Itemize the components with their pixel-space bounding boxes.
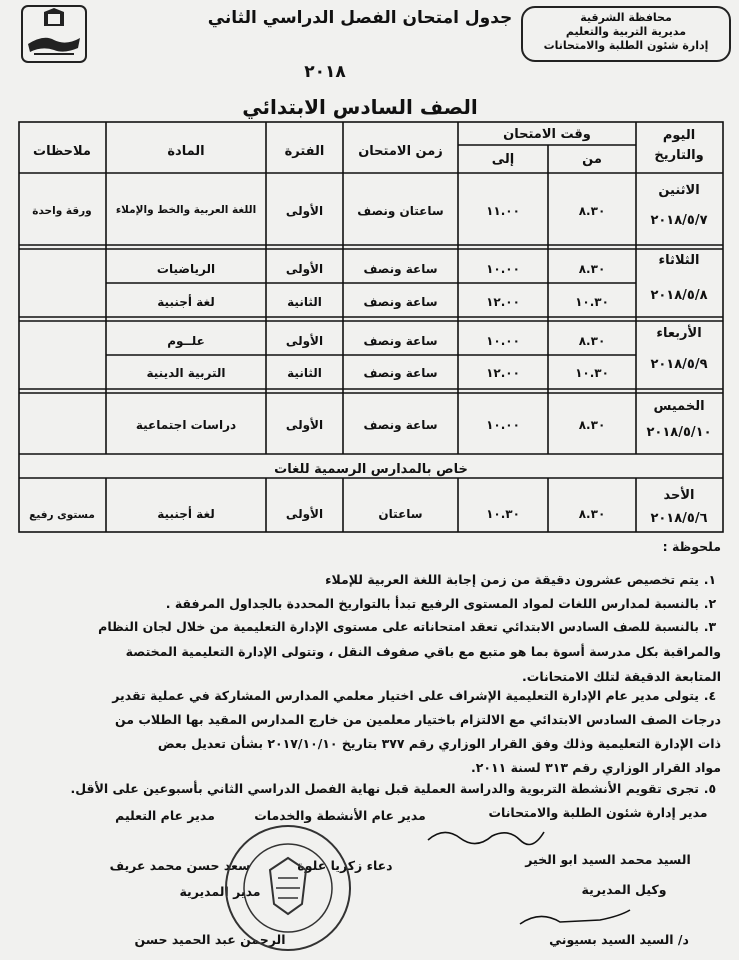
day-name: الاثنين <box>658 183 700 198</box>
note-line: المتابعة الدقيقة لتلك الامتحانات. <box>522 669 721 684</box>
day-date: ٢٠١٨/٥/١٠ <box>646 425 712 440</box>
session-from: ٨.٣٠ <box>578 262 606 276</box>
session-to: ١٠.٣٠ <box>486 507 520 521</box>
day-name: الأحد <box>663 488 695 503</box>
activities-director-name: دعاء زكريا علوة <box>297 858 393 873</box>
note-number: ٢. <box>703 596 717 611</box>
note-item-1 <box>16 570 721 589</box>
header-period: الفترة <box>284 144 325 159</box>
day-name: الخميس <box>653 399 705 414</box>
header-duration: زمن الامتحان <box>358 144 443 159</box>
session-from: ٨.٣٠ <box>578 334 606 348</box>
note-item-4 <box>16 686 721 777</box>
directorate-label: مديرية التربية والتعليم <box>565 25 687 38</box>
activities-director-title: مدير عام الأنشطة والخدمات <box>254 808 426 823</box>
session-note: مستوى رفيع <box>29 509 95 521</box>
note-line: بالنسبة للصف السادس الابتدائي تعقد امتحاناته على مستوى الإدارة التعليمية من خلال لجان النظام <box>98 619 699 634</box>
session-duration: ساعتان <box>378 507 423 521</box>
exams-director-name: السيد محمد السيد ابو الخير <box>525 852 691 867</box>
note-number: ١. <box>703 572 717 587</box>
note-number: ٤. <box>703 688 717 703</box>
session-from: ٨.٣٠ <box>578 507 606 521</box>
grade-title: الصف السادس الابتدائي <box>242 95 478 119</box>
directorate-head-title: مدير المديرية <box>179 884 261 899</box>
session-period: الأولى <box>285 262 324 276</box>
official-seal-icon <box>218 818 358 958</box>
session-to: ١٢.٠٠ <box>486 295 520 309</box>
header-to: إلى <box>491 152 515 167</box>
authority-header-box <box>521 6 731 62</box>
header-subject: المادة <box>167 144 205 159</box>
session-subject: الرياضيات <box>156 262 216 276</box>
session-to: ١٠.٠٠ <box>486 334 520 348</box>
note-line: ذات الإدارة التعليمية وذلك وفق القرار الوزاري رقم ٣٧٧ بتاريخ ٢٠١٧/١٠/١٠ بشأن تعديل بعض <box>157 736 721 751</box>
note-line: تجرى تقويم الأنشطة التربوية والدراسة العملية قبل نهاية الفصل الدراسي الثاني بأسبوعين على الأقل. <box>70 781 699 796</box>
header-exam-time: وقت الامتحان <box>503 127 591 142</box>
department-label: إدارة شئون الطلبة والامتحانات <box>543 39 709 52</box>
session-subject: التربية الدينية <box>146 366 226 380</box>
session-duration: ساعة ونصف <box>363 295 438 309</box>
education-director-title: مدير عام التعليم <box>115 808 215 823</box>
header-date: والتاريخ <box>654 148 704 163</box>
session-duration: ساعة ونصف <box>363 366 438 380</box>
day-name: الثلاثاء <box>658 253 700 268</box>
session-from: ٨.٣٠ <box>578 204 606 218</box>
deputy-title: وكيل المديرية <box>581 882 667 897</box>
session-to: ١٠.٠٠ <box>486 262 520 276</box>
session-from: ١٠.٣٠ <box>575 295 609 309</box>
session-to: ١٢.٠٠ <box>486 366 520 380</box>
note-line: والمراقبة بكل مدرسة أسوة بما هو متبع مع باقي صفوف النقل ، وتتولى الإدارة التعليمية المختصة <box>125 644 721 659</box>
exam-year: ٢٠١٨ <box>304 62 346 82</box>
section-title: خاص بالمدارس الرسمية للغات <box>274 462 468 477</box>
session-from: ٨.٣٠ <box>578 418 606 432</box>
note-line: مواد القرار الوزاري رقم ٣١٣ لسنة ٢٠١١. <box>470 760 721 775</box>
session-duration: ساعة ونصف <box>363 262 438 276</box>
day-date: ٢٠١٨/٥/٧ <box>650 213 708 228</box>
note-line: يتم تخصيص عشرون دقيقة من زمن إجابة اللغة العربية للإملاء <box>325 572 699 587</box>
session-note: ورقة واحدة <box>32 205 92 217</box>
directorate-head-name: الرحمن عبد الحميد حسن <box>134 932 286 947</box>
exams-director-title: مدير إدارة شئون الطلبة والامتحانات <box>488 805 708 820</box>
note-number: ٣. <box>703 619 717 634</box>
session-period: الأولى <box>285 204 324 218</box>
handwritten-signature-icon <box>420 822 550 852</box>
session-period: الأولى <box>285 507 324 521</box>
session-from: ١٠.٣٠ <box>575 366 609 380</box>
session-duration: ساعة ونصف <box>363 418 438 432</box>
handwritten-signature-icon <box>510 904 640 932</box>
session-subject: لغة أجنبية <box>157 507 215 521</box>
session-subject: علــوم <box>167 334 205 348</box>
header-notes: ملاحظات <box>33 144 91 159</box>
session-period: الأولى <box>285 418 324 432</box>
governorate-label: محافظة الشرقية <box>580 11 672 24</box>
session-duration: ساعة ونصف <box>363 334 438 348</box>
note-item-5 <box>16 779 721 798</box>
session-period: الثانية <box>287 366 322 380</box>
session-duration: ساعتان ونصف <box>357 204 444 218</box>
session-period: الثانية <box>287 295 322 309</box>
day-date: ٢٠١٨/٥/٨ <box>650 288 708 303</box>
day-date: ٢٠١٨/٥/٩ <box>650 357 708 372</box>
note-number: ٥. <box>703 781 717 796</box>
header-from: من <box>582 152 602 167</box>
note-item-3 <box>16 617 721 686</box>
day-name: الأربعاء <box>656 326 702 341</box>
note-line: بالنسبة لمدارس اللغات لمواد المستوى الرفيع تبدأ بالتواريخ المحددة بالجداول المرفقة . <box>165 596 699 611</box>
note-line: يتولى مدير عام الإدارة التعليمية الإشراف على اختيار معلمي المدارس المشاركة في عملية تقدير <box>112 688 699 703</box>
header-day: اليوم <box>662 128 696 143</box>
notes-heading: ملحوظة : <box>662 539 721 554</box>
session-subject: دراسات اجتماعية <box>135 418 237 432</box>
page-title: جدول امتحان الفصل الدراسي الثاني <box>207 8 513 28</box>
education-director-name: سعد حسن محمد عريف <box>109 858 251 873</box>
deputy-name: د/ السيد السيد بسيوني <box>549 932 689 947</box>
session-to: ١١.٠٠ <box>486 204 520 218</box>
session-subject: لغة أجنبية <box>157 295 215 309</box>
session-to: ١٠.٠٠ <box>486 418 520 432</box>
day-date: ٢٠١٨/٥/٦ <box>650 511 708 526</box>
note-line: درجات الصف السادس الابتدائي مع الالتزام باختيار معلمين من خارج المدارس المقيد بها الطلاب من <box>115 712 721 727</box>
note-item-2 <box>16 594 721 613</box>
session-subject: اللغة العربية والخط والإملاء <box>115 204 257 216</box>
ministry-logo-icon <box>14 4 94 64</box>
session-period: الأولى <box>285 334 324 348</box>
